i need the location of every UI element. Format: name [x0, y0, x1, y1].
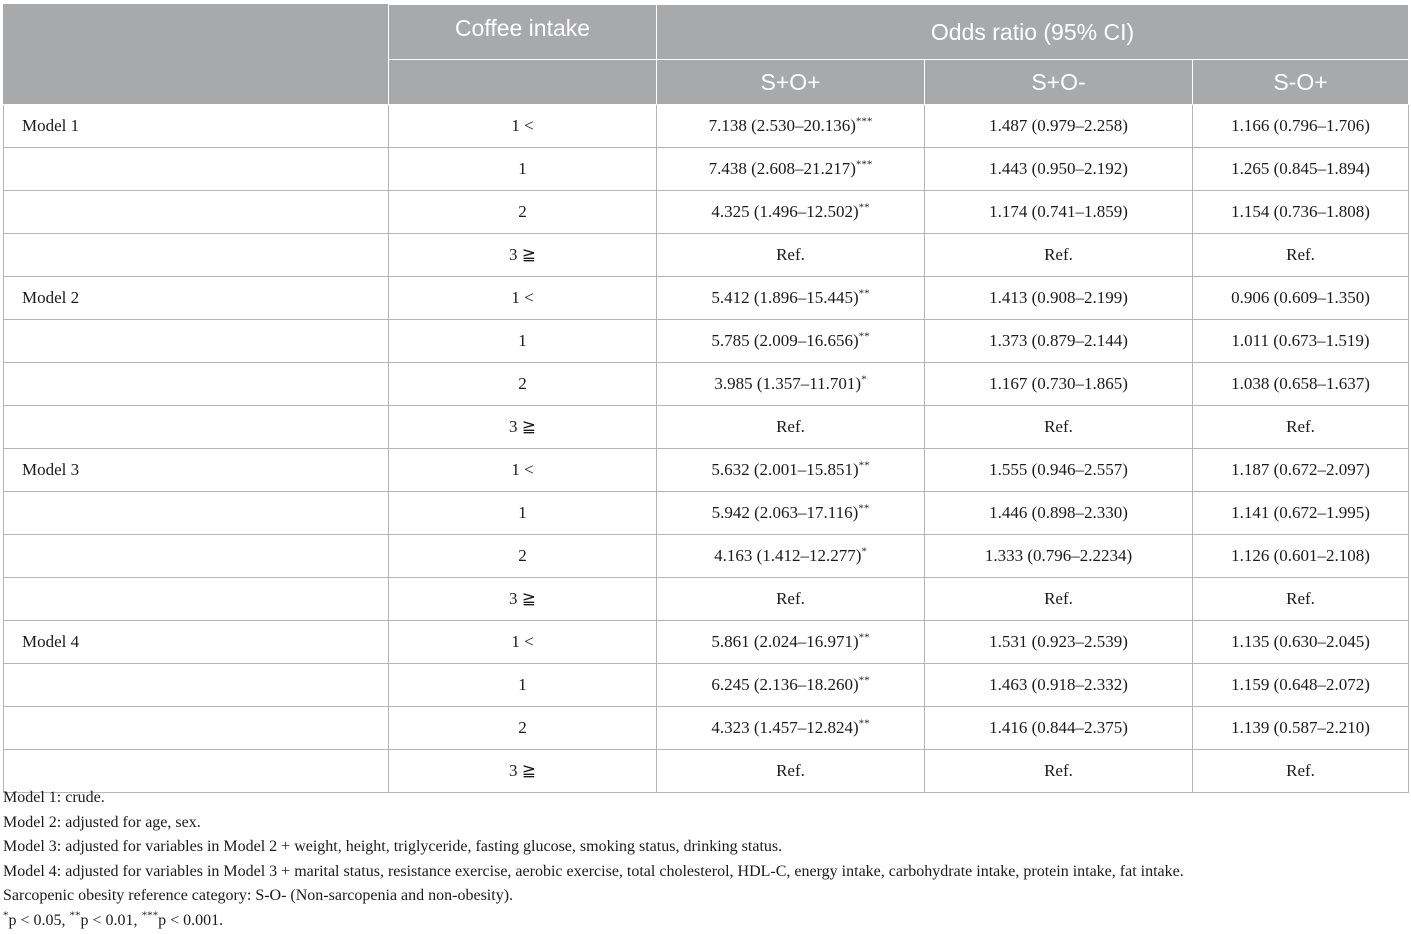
- odds-ratio-value: 5.861 (2.024–16.971): [711, 632, 859, 651]
- odds-ratio-value: 4.325 (1.496–12.502): [711, 202, 859, 221]
- model-cell: [4, 578, 389, 621]
- odds-ratio-value: 1.135 (0.630–2.045): [1231, 632, 1370, 651]
- significance-text-2: p < 0.01,: [80, 911, 142, 929]
- significance-mark: **: [858, 459, 870, 472]
- odds-ratio-value: Ref.: [1044, 245, 1073, 264]
- odds-ratio-cell: [657, 664, 925, 707]
- odds-ratio-cell: [925, 234, 1193, 277]
- odds-ratio-cell: [1193, 277, 1409, 320]
- odds-ratio-value: 1.141 (0.672–1.995): [1231, 503, 1370, 522]
- model-cell: [4, 234, 389, 277]
- table-row: [4, 148, 1409, 191]
- table-row: [4, 664, 1409, 707]
- significance-mark: **: [858, 502, 870, 515]
- odds-ratio-cell: [1193, 664, 1409, 707]
- odds-ratio-cell: [1193, 363, 1409, 406]
- odds-ratio-value: 1.333 (0.796–2.2234): [984, 546, 1133, 565]
- odds-ratio-cell: [1193, 535, 1409, 578]
- coffee-intake-cell: 1 <: [389, 449, 657, 492]
- odds-ratio-value: 1.446 (0.898–2.330): [989, 503, 1128, 522]
- results-table-container: [3, 4, 1408, 793]
- odds-ratio-value: 1.187 (0.672–2.097): [1231, 460, 1370, 479]
- table-body: [4, 105, 1409, 793]
- model-cell: [4, 191, 389, 234]
- coffee-intake-cell: 3 ≧: [389, 234, 657, 277]
- odds-ratio-value: 5.632 (2.001–15.851): [711, 460, 859, 479]
- table-row: [4, 535, 1409, 578]
- table-row: [4, 578, 1409, 621]
- odds-ratio-value: 1.531 (0.923–2.539): [989, 632, 1128, 651]
- odds-ratio-cell: [657, 277, 925, 320]
- significance-mark-3: ***: [141, 909, 159, 922]
- odds-ratio-cell: [925, 277, 1193, 320]
- odds-ratio-value: 1.416 (0.844–2.375): [989, 718, 1128, 737]
- odds-ratio-value: 5.942 (2.063–17.116): [711, 503, 859, 522]
- odds-ratio-value: Ref.: [1286, 589, 1315, 608]
- odds-ratio-value: 1.487 (0.979–2.258): [989, 116, 1128, 135]
- model-cell: Model 3: [4, 449, 389, 492]
- coffee-intake-cell: 2: [389, 363, 657, 406]
- odds-ratio-cell: [925, 449, 1193, 492]
- odds-ratio-value: Ref.: [1286, 761, 1315, 780]
- odds-ratio-cell: [925, 707, 1193, 750]
- header-coffee-intake-sub: [389, 60, 657, 105]
- odds-ratio-cell: [1193, 621, 1409, 664]
- odds-ratio-value: Ref.: [776, 245, 805, 264]
- model-cell: [4, 535, 389, 578]
- odds-ratio-value: 1.126 (0.601–2.108): [1231, 546, 1370, 565]
- odds-ratio-cell: [1193, 707, 1409, 750]
- odds-ratio-value: 1.265 (0.845–1.894): [1231, 159, 1370, 178]
- table-row: [4, 449, 1409, 492]
- model-cell: [4, 664, 389, 707]
- odds-ratio-cell: [925, 535, 1193, 578]
- table-row: [4, 320, 1409, 363]
- significance-mark: ***: [855, 158, 873, 171]
- significance-text-3: p < 0.001.: [158, 911, 224, 929]
- coffee-intake-cell: 1 <: [389, 621, 657, 664]
- footnotes: [3, 786, 1403, 934]
- odds-ratio-value: Ref.: [1044, 417, 1073, 436]
- model-cell: Model 4: [4, 621, 389, 664]
- model-cell: [4, 148, 389, 191]
- odds-ratio-cell: [925, 320, 1193, 363]
- odds-ratio-cell: [657, 621, 925, 664]
- header-group-s-minus-o-plus: S-O+: [1193, 60, 1409, 105]
- odds-ratio-cell: [925, 105, 1193, 148]
- odds-ratio-value: 1.373 (0.879–2.144): [989, 331, 1128, 350]
- table-row: [4, 234, 1409, 277]
- odds-ratio-cell: [657, 234, 925, 277]
- odds-ratio-cell: [657, 320, 925, 363]
- significance-text-1: p < 0.05,: [8, 911, 70, 929]
- odds-ratio-value: 1.443 (0.950–2.192): [989, 159, 1128, 178]
- odds-ratio-value: 1.038 (0.658–1.637): [1231, 374, 1370, 393]
- model-cell: [4, 707, 389, 750]
- odds-ratio-value: Ref.: [776, 417, 805, 436]
- odds-ratio-value: Ref.: [1044, 761, 1073, 780]
- coffee-intake-cell: 1: [389, 320, 657, 363]
- header-group-s-plus-o-minus: S+O-: [925, 60, 1193, 105]
- coffee-intake-cell: 1 <: [389, 105, 657, 148]
- footnote-model-4: Model 4: adjusted for variables in Model 3 + marital status, resistance exercise, aerobic exercise, total cholesterol, HDL-C, energy intake, carbohydrate intake, protein intake, fat intake.: [3, 862, 1184, 880]
- odds-ratio-cell: [657, 191, 925, 234]
- odds-ratio-value: Ref.: [1286, 417, 1315, 436]
- header-coffee-intake: Coffee intake: [389, 5, 657, 60]
- odds-ratio-value: 1.154 (0.736–1.808): [1231, 202, 1370, 221]
- odds-ratio-cell: [1193, 578, 1409, 621]
- significance-mark: *: [861, 373, 867, 386]
- significance-mark: *: [861, 545, 867, 558]
- table-row: [4, 707, 1409, 750]
- significance-mark-1: *: [3, 909, 9, 922]
- odds-ratio-cell: [657, 492, 925, 535]
- header-group-s-plus-o-plus: S+O+: [657, 60, 925, 105]
- odds-ratio-cell: [1193, 406, 1409, 449]
- odds-ratio-value: 0.906 (0.609–1.350): [1231, 288, 1370, 307]
- odds-ratio-cell: [657, 578, 925, 621]
- header-stub: [4, 5, 389, 105]
- coffee-intake-cell: 2: [389, 191, 657, 234]
- odds-ratio-cell: [925, 621, 1193, 664]
- coffee-intake-cell: 1 <: [389, 277, 657, 320]
- table-row: [4, 406, 1409, 449]
- table-row: [4, 621, 1409, 664]
- odds-ratio-cell: [1193, 191, 1409, 234]
- table-row: [4, 191, 1409, 234]
- odds-ratio-cell: [657, 406, 925, 449]
- odds-ratio-value: 1.174 (0.741–1.859): [989, 202, 1128, 221]
- odds-ratio-value: 1.167 (0.730–1.865): [989, 374, 1128, 393]
- header-odds-ratio: Odds ratio (95% CI): [657, 5, 1409, 60]
- coffee-intake-cell: 3 ≧: [389, 750, 657, 793]
- coffee-intake-cell: 1: [389, 664, 657, 707]
- odds-ratio-value: 1.159 (0.648–2.072): [1231, 675, 1370, 694]
- model-cell: [4, 406, 389, 449]
- odds-ratio-table: [3, 4, 1409, 793]
- footnote-model-1: Model 1: crude.: [3, 789, 105, 806]
- odds-ratio-value: 1.463 (0.918–2.332): [989, 675, 1128, 694]
- odds-ratio-value: Ref.: [1044, 589, 1073, 608]
- odds-ratio-cell: [1193, 148, 1409, 191]
- odds-ratio-cell: [925, 363, 1193, 406]
- odds-ratio-value: 4.323 (1.457–12.824): [711, 718, 859, 737]
- odds-ratio-cell: [657, 148, 925, 191]
- significance-mark: **: [858, 717, 870, 730]
- significance-mark: **: [858, 287, 870, 300]
- odds-ratio-cell: [925, 578, 1193, 621]
- odds-ratio-value: 1.011 (0.673–1.519): [1231, 331, 1370, 350]
- odds-ratio-value: 5.412 (1.896–15.445): [711, 288, 859, 307]
- model-cell: Model 1: [4, 105, 389, 148]
- odds-ratio-value: 1.139 (0.587–2.210): [1231, 718, 1370, 737]
- odds-ratio-cell: [925, 664, 1193, 707]
- odds-ratio-value: 5.785 (2.009–16.656): [711, 331, 859, 350]
- odds-ratio-value: 6.245 (2.136–18.260): [711, 675, 859, 694]
- odds-ratio-value: 1.555 (0.946–2.557): [989, 460, 1128, 479]
- coffee-intake-cell: 1: [389, 492, 657, 535]
- odds-ratio-cell: [1193, 492, 1409, 535]
- odds-ratio-cell: [1193, 449, 1409, 492]
- footnote-reference-category: Sarcopenic obesity reference category: S-O- (Non-sarcopenia and non-obesity).: [3, 887, 514, 905]
- odds-ratio-value: Ref.: [776, 589, 805, 608]
- odds-ratio-cell: [925, 148, 1193, 191]
- coffee-intake-cell: 3 ≧: [389, 406, 657, 449]
- significance-mark: **: [858, 631, 870, 644]
- footnote-model-2: Model 2: adjusted for age, sex.: [3, 813, 201, 831]
- odds-ratio-cell: [657, 535, 925, 578]
- coffee-intake-cell: 3 ≧: [389, 578, 657, 621]
- coffee-intake-cell: 2: [389, 707, 657, 750]
- coffee-intake-cell: 1: [389, 148, 657, 191]
- odds-ratio-cell: [657, 707, 925, 750]
- model-cell: [4, 320, 389, 363]
- odds-ratio-cell: [657, 449, 925, 492]
- significance-mark-2: **: [69, 909, 81, 922]
- model-cell: Model 2: [4, 277, 389, 320]
- odds-ratio-value: 4.163 (1.412–12.277): [714, 546, 862, 565]
- odds-ratio-cell: [925, 191, 1193, 234]
- model-cell: [4, 492, 389, 535]
- model-cell: [4, 363, 389, 406]
- odds-ratio-cell: [1193, 234, 1409, 277]
- significance-mark: **: [858, 201, 870, 214]
- footnote-significance: [3, 909, 1403, 934]
- table-row: [4, 277, 1409, 320]
- odds-ratio-value: Ref.: [776, 761, 805, 780]
- significance-mark: **: [858, 330, 870, 343]
- odds-ratio-value: 1.166 (0.796–1.706): [1231, 116, 1370, 135]
- table-row: [4, 363, 1409, 406]
- odds-ratio-value: 1.413 (0.908–2.199): [989, 288, 1128, 307]
- odds-ratio-value: 7.138 (2.530–20.136): [708, 116, 856, 135]
- significance-mark: ***: [855, 115, 873, 128]
- table-row: [4, 492, 1409, 535]
- significance-mark: **: [858, 674, 870, 687]
- table-row: [4, 105, 1409, 148]
- odds-ratio-cell: [925, 492, 1193, 535]
- odds-ratio-cell: [657, 363, 925, 406]
- odds-ratio-cell: [925, 406, 1193, 449]
- footnote-model-3: Model 3: adjusted for variables in Model 2 + weight, height, triglyceride, fasting glucose, smoking status, drinking status.: [3, 838, 783, 856]
- coffee-intake-cell: 2: [389, 535, 657, 578]
- odds-ratio-cell: [1193, 320, 1409, 363]
- odds-ratio-value: 7.438 (2.608–21.217): [708, 159, 856, 178]
- odds-ratio-cell: [1193, 105, 1409, 148]
- odds-ratio-value: 3.985 (1.357–11.701): [714, 374, 862, 393]
- table-header: [4, 5, 1409, 105]
- odds-ratio-cell: [657, 105, 925, 148]
- odds-ratio-value: Ref.: [1286, 245, 1315, 264]
